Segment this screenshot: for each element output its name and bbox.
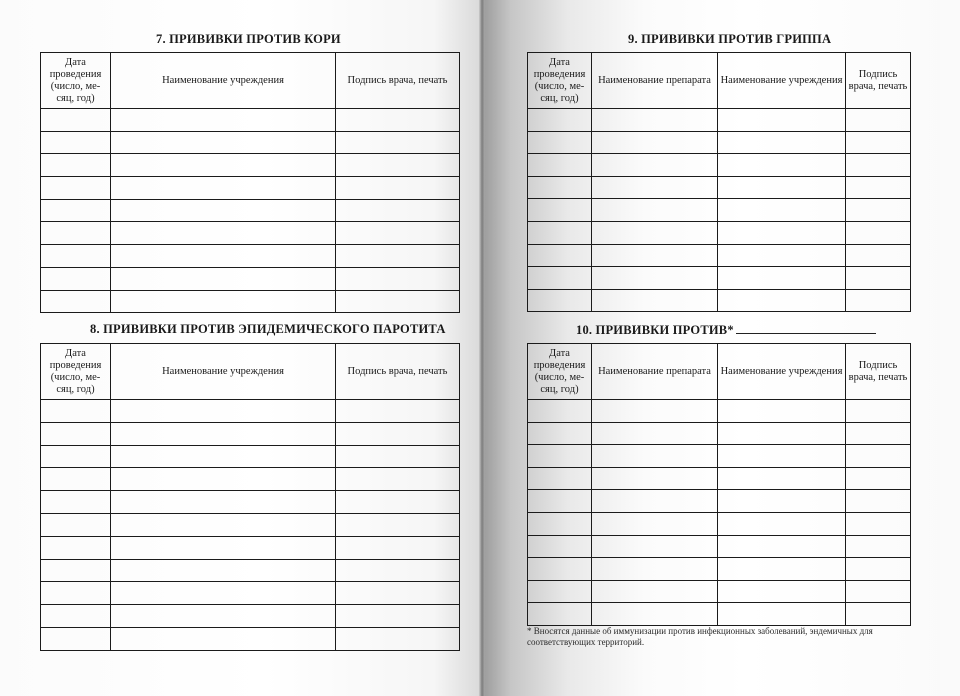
table-cell [41,131,111,154]
table-cell [528,603,592,626]
table-cell [111,422,336,445]
table-row [41,199,460,222]
table-row [41,559,460,582]
table-cell [528,400,592,423]
table-cell [41,491,111,514]
table-cell [111,445,336,468]
table-row [528,558,911,581]
header-date: Дата проведения (число, ме-сяц, год) [41,344,111,400]
table-cell [528,422,592,445]
table-cell [528,199,592,222]
table-cell [846,422,911,445]
table-cell [528,244,592,267]
table-cell [528,109,592,132]
table-row [41,222,460,245]
table-cell [111,627,336,650]
table-cell [718,244,846,267]
table-cell [336,400,460,423]
table-row [41,131,460,154]
header-signature: Подпись врача, печать [336,344,460,400]
table-row [528,400,911,423]
header-drug: Наименование препарата [592,344,718,400]
table-cell [41,627,111,650]
header-signature: Подпись врача, печать [846,344,911,400]
table-row [528,267,911,290]
table-cell [111,290,336,313]
header-date: Дата проведения (число, ме-сяц, год) [528,53,592,109]
table-cell [336,267,460,290]
table-cell [592,289,718,312]
table-cell [336,468,460,491]
table-cell [718,422,846,445]
table-cell [718,289,846,312]
table-cell [592,535,718,558]
table-cell [41,445,111,468]
table-cell [846,199,911,222]
table-cell [718,400,846,423]
table-cell [528,580,592,603]
table-row [41,445,460,468]
table-cell [336,199,460,222]
table-cell [718,199,846,222]
header-institution: Наименование учреждения [718,344,846,400]
table-cell [846,535,911,558]
table-cell [718,467,846,490]
table-cell [336,513,460,536]
table-row [41,468,460,491]
table-row [528,154,911,177]
table-cell [846,131,911,154]
table-row [41,513,460,536]
other-vaccination-table [527,343,911,626]
table-row [41,422,460,445]
table-cell [528,154,592,177]
table-cell [336,245,460,268]
table-cell [846,267,911,290]
table-cell [528,221,592,244]
table-cell [41,154,111,177]
table-row [41,627,460,650]
table-row [41,582,460,605]
table-cell [592,490,718,513]
table-cell [846,603,911,626]
table-cell [528,131,592,154]
table-cell [41,400,111,423]
table-cell [592,244,718,267]
table-cell [336,445,460,468]
table-cell [592,445,718,468]
table-cell [592,603,718,626]
section-9-title: 9. ПРИВИВКИ ПРОТИВ ГРИППА [628,32,832,46]
table-row [41,177,460,200]
table-cell [718,512,846,535]
table-cell [336,491,460,514]
table-cell [111,245,336,268]
influenza-vaccination-table [527,52,911,312]
table-cell [111,536,336,559]
table-cell [336,559,460,582]
header-date: Дата проведения (число, ме-сяц, год) [528,344,592,400]
table-cell [592,154,718,177]
table-row [528,445,911,468]
table-cell [41,199,111,222]
table-cell [41,245,111,268]
table-row [41,400,460,423]
table-row [41,290,460,313]
table-cell [336,536,460,559]
table-cell [41,513,111,536]
table-cell [846,176,911,199]
table-row [528,422,911,445]
table-cell [336,154,460,177]
table-cell [846,558,911,581]
table-cell [336,582,460,605]
table-cell [592,558,718,581]
header-institution: Наименование учреждения [111,53,336,109]
footnote: * Вносятся данные об иммунизации против инфекционных заболеваний, эндемичных для соответствующих территорий. [527,626,873,647]
table-cell [336,131,460,154]
table-cell [528,445,592,468]
table-row [528,109,911,132]
table-cell [592,267,718,290]
table-cell [336,605,460,628]
table-row [528,490,911,513]
table-cell [846,109,911,132]
table-cell [718,131,846,154]
table-cell [846,490,911,513]
table-cell [592,109,718,132]
table-cell [718,445,846,468]
table-cell [336,109,460,132]
table-row [41,154,460,177]
measles-vaccination-table [40,52,460,313]
table-cell [111,222,336,245]
blank-underline [736,322,876,334]
table-cell [111,491,336,514]
table-cell [111,154,336,177]
table-row [528,199,911,222]
table-cell [41,290,111,313]
table-cell [718,558,846,581]
table-cell [111,582,336,605]
table-cell [336,177,460,200]
table-cell [528,289,592,312]
table-cell [718,267,846,290]
section-8-title: 8. ПРИВИВКИ ПРОТИВ ЭПИДЕМИЧЕСКОГО ПАРОТИТА [90,322,446,336]
table-row [528,244,911,267]
header-date: Дата проведения (число, ме-сяц, год) [41,53,111,109]
table-cell [111,605,336,628]
table-cell [528,176,592,199]
table-cell [336,222,460,245]
table-cell [718,580,846,603]
table-cell [592,176,718,199]
table-row [528,131,911,154]
table-cell [718,154,846,177]
table-cell [592,467,718,490]
table-cell [592,131,718,154]
table-row [528,221,911,244]
table-cell [592,199,718,222]
table-row [41,109,460,132]
table-cell [528,267,592,290]
section-10-title: 10. ПРИВИВКИ ПРОТИВ* [576,322,876,338]
table-cell [336,422,460,445]
section-7-title: 7. ПРИВИВКИ ПРОТИВ КОРИ [156,32,341,46]
table-cell [111,177,336,200]
table-cell [111,109,336,132]
table-cell [846,512,911,535]
table-row [528,176,911,199]
table-cell [41,468,111,491]
table-cell [41,422,111,445]
table-cell [41,177,111,200]
table-cell [111,267,336,290]
book-spine [479,0,485,696]
table-cell [592,221,718,244]
table-row [528,289,911,312]
table-cell [592,400,718,423]
table-cell [718,603,846,626]
table-cell [111,199,336,222]
table-cell [41,109,111,132]
table-row [41,245,460,268]
table-cell [846,154,911,177]
table-row [528,512,911,535]
table-cell [336,290,460,313]
table-cell [718,221,846,244]
table-cell [528,512,592,535]
table-cell [718,535,846,558]
table-row [41,267,460,290]
table-cell [41,222,111,245]
table-cell [41,536,111,559]
table-row [41,536,460,559]
table-cell [846,244,911,267]
table-cell [528,490,592,513]
mumps-vaccination-table [40,343,460,651]
table-cell [111,559,336,582]
table-cell [528,467,592,490]
table-cell [111,131,336,154]
table-cell [718,109,846,132]
table-cell [592,580,718,603]
table-row [41,605,460,628]
table-cell [846,289,911,312]
table-cell [592,512,718,535]
table-cell [41,582,111,605]
table-cell [336,627,460,650]
table-cell [846,221,911,244]
table-cell [846,400,911,423]
table-cell [41,605,111,628]
header-institution: Наименование учреждения [718,53,846,109]
table-cell [41,559,111,582]
header-institution: Наименование учреждения [111,344,336,400]
header-drug: Наименование препарата [592,53,718,109]
table-cell [846,445,911,468]
table-row [41,491,460,514]
table-cell [718,176,846,199]
table-cell [111,400,336,423]
table-cell [41,267,111,290]
table-cell [111,468,336,491]
table-cell [528,535,592,558]
table-cell [111,513,336,536]
table-cell [718,490,846,513]
table-row [528,580,911,603]
header-signature: Подпись врача, печать [846,53,911,109]
table-row [528,467,911,490]
table-cell [846,467,911,490]
header-signature: Подпись врача, печать [336,53,460,109]
table-row [528,535,911,558]
table-cell [592,422,718,445]
table-row [528,603,911,626]
table-cell [846,580,911,603]
table-cell [528,558,592,581]
